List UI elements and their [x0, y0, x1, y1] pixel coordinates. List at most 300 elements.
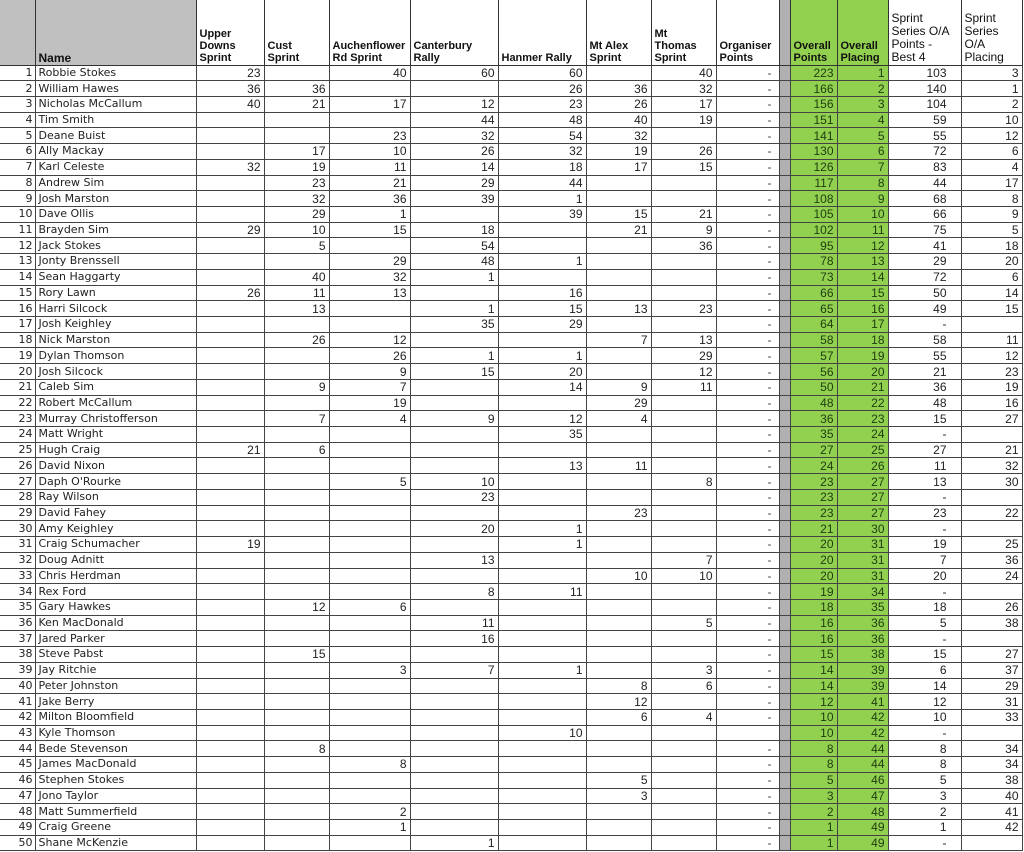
hanmer-rally-cell[interactable]	[498, 269, 586, 285]
overall-points-cell[interactable]: 8	[790, 757, 837, 773]
row-number[interactable]: 39	[0, 662, 35, 678]
auchenflower-cell[interactable]: 40	[329, 65, 410, 81]
upper-downs-sprint-cell[interactable]	[196, 379, 264, 395]
overall-points-cell[interactable]: 10	[790, 725, 837, 741]
overall-points-cell[interactable]: 50	[790, 379, 837, 395]
canterbury-rally-cell[interactable]: 1	[410, 301, 498, 317]
auchenflower-cell[interactable]: 11	[329, 159, 410, 175]
canterbury-rally-cell[interactable]: 48	[410, 254, 498, 270]
best4-points-cell[interactable]: 2	[888, 804, 961, 820]
mt-thomas-cell[interactable]: 11	[651, 379, 716, 395]
canterbury-rally-cell[interactable]: 16	[410, 631, 498, 647]
canterbury-rally-cell[interactable]	[410, 395, 498, 411]
overall-points-cell[interactable]: 102	[790, 222, 837, 238]
overall-placing-cell[interactable]: 26	[837, 458, 888, 474]
mt-alex-cell[interactable]	[586, 427, 651, 443]
oa-placing-cell[interactable]: 33	[961, 709, 1022, 725]
canterbury-rally-cell[interactable]	[410, 427, 498, 443]
overall-points-cell[interactable]: 126	[790, 159, 837, 175]
mt-thomas-cell[interactable]	[651, 128, 716, 144]
organiser-points-cell[interactable]: -	[716, 631, 779, 647]
mt-alex-cell[interactable]: 15	[586, 206, 651, 222]
overall-points-cell[interactable]: 117	[790, 175, 837, 191]
overall-points-cell[interactable]: 5	[790, 772, 837, 788]
driver-name[interactable]: Kyle Thomson	[35, 725, 196, 741]
organiser-points-cell[interactable]: -	[716, 128, 779, 144]
overall-placing-cell[interactable]: 27	[837, 489, 888, 505]
best4-points-cell[interactable]: -	[888, 489, 961, 505]
mt-thomas-cell[interactable]	[651, 458, 716, 474]
mt-alex-cell[interactable]: 7	[586, 332, 651, 348]
canterbury-rally-cell[interactable]	[410, 804, 498, 820]
overall-placing-cell[interactable]: 41	[837, 694, 888, 710]
oa-placing-cell[interactable]	[961, 317, 1022, 333]
overall-placing-cell[interactable]: 14	[837, 269, 888, 285]
auchenflower-cell[interactable]: 32	[329, 269, 410, 285]
overall-placing-cell[interactable]: 12	[837, 238, 888, 254]
auchenflower-cell[interactable]: 6	[329, 599, 410, 615]
oa-placing-cell[interactable]	[961, 521, 1022, 537]
row-number[interactable]: 15	[0, 285, 35, 301]
mt-thomas-cell[interactable]: 13	[651, 332, 716, 348]
mt-thomas-cell[interactable]	[651, 631, 716, 647]
hanmer-rally-cell[interactable]: 18	[498, 159, 586, 175]
cust-sprint-cell[interactable]	[264, 521, 329, 537]
best4-points-cell[interactable]: 14	[888, 678, 961, 694]
canterbury-rally-cell[interactable]	[410, 206, 498, 222]
mt-thomas-cell[interactable]	[651, 788, 716, 804]
cust-sprint-cell[interactable]: 21	[264, 96, 329, 112]
best4-points-cell[interactable]: 55	[888, 128, 961, 144]
oa-placing-cell[interactable]: 26	[961, 599, 1022, 615]
row-number[interactable]: 28	[0, 489, 35, 505]
hanmer-rally-cell[interactable]: 12	[498, 411, 586, 427]
best4-points-cell[interactable]: 27	[888, 442, 961, 458]
overall-placing-cell[interactable]: 39	[837, 662, 888, 678]
cust-sprint-cell[interactable]	[264, 348, 329, 364]
overall-points-cell[interactable]: 12	[790, 694, 837, 710]
oa-placing-cell[interactable]	[961, 489, 1022, 505]
hanmer-rally-cell[interactable]	[498, 599, 586, 615]
oa-placing-cell[interactable]: 31	[961, 694, 1022, 710]
upper-downs-sprint-cell[interactable]	[196, 332, 264, 348]
mt-alex-cell[interactable]: 23	[586, 505, 651, 521]
hanmer-rally-cell[interactable]	[498, 332, 586, 348]
best4-points-cell[interactable]: 140	[888, 81, 961, 97]
driver-name[interactable]: Craig Schumacher	[35, 537, 196, 553]
hanmer-rally-cell[interactable]: 13	[498, 458, 586, 474]
best4-points-cell[interactable]: 21	[888, 364, 961, 380]
canterbury-rally-cell[interactable]: 7	[410, 662, 498, 678]
upper-downs-sprint-cell[interactable]: 21	[196, 442, 264, 458]
overall-placing-cell[interactable]: 23	[837, 411, 888, 427]
cust-sprint-cell[interactable]: 13	[264, 301, 329, 317]
canterbury-rally-cell[interactable]: 32	[410, 128, 498, 144]
upper-downs-sprint-cell[interactable]	[196, 835, 264, 851]
canterbury-rally-cell[interactable]	[410, 332, 498, 348]
mt-alex-cell[interactable]	[586, 552, 651, 568]
best4-points-cell[interactable]: 5	[888, 615, 961, 631]
auchenflower-cell[interactable]	[329, 521, 410, 537]
row-number[interactable]: 18	[0, 332, 35, 348]
mt-alex-cell[interactable]	[586, 175, 651, 191]
organiser-points-cell[interactable]: -	[716, 678, 779, 694]
canterbury-rally-cell[interactable]: 12	[410, 96, 498, 112]
overall-points-cell[interactable]: 66	[790, 285, 837, 301]
mt-thomas-cell[interactable]	[651, 804, 716, 820]
oa-placing-cell[interactable]	[961, 631, 1022, 647]
auchenflower-cell[interactable]	[329, 81, 410, 97]
best4-points-cell[interactable]: 8	[888, 757, 961, 773]
hanmer-rally-cell[interactable]	[498, 694, 586, 710]
hanmer-rally-cell[interactable]: 48	[498, 112, 586, 128]
auchenflower-cell[interactable]	[329, 741, 410, 757]
organiser-points-cell[interactable]: -	[716, 379, 779, 395]
organiser-points-cell[interactable]: -	[716, 757, 779, 773]
hanmer-rally-cell[interactable]: 60	[498, 65, 586, 81]
overall-points-cell[interactable]: 27	[790, 442, 837, 458]
organiser-points-cell[interactable]: -	[716, 301, 779, 317]
mt-thomas-cell[interactable]: 19	[651, 112, 716, 128]
organiser-points-cell[interactable]: -	[716, 599, 779, 615]
row-number[interactable]: 47	[0, 788, 35, 804]
auchenflower-cell[interactable]: 2	[329, 804, 410, 820]
best4-points-cell[interactable]: 20	[888, 568, 961, 584]
row-number[interactable]: 2	[0, 81, 35, 97]
upper-downs-sprint-cell[interactable]	[196, 301, 264, 317]
organiser-points-cell[interactable]: -	[716, 238, 779, 254]
mt-thomas-cell[interactable]: 6	[651, 678, 716, 694]
overall-placing-cell[interactable]: 31	[837, 568, 888, 584]
auchenflower-cell[interactable]	[329, 772, 410, 788]
driver-name[interactable]: Josh Marston	[35, 191, 196, 207]
hanmer-rally-cell[interactable]: 54	[498, 128, 586, 144]
organiser-points-cell[interactable]: -	[716, 411, 779, 427]
hanmer-rally-cell[interactable]: 32	[498, 144, 586, 160]
overall-placing-cell[interactable]: 36	[837, 615, 888, 631]
cust-sprint-cell[interactable]	[264, 112, 329, 128]
oa-placing-cell[interactable]: 32	[961, 458, 1022, 474]
canterbury-rally-cell[interactable]	[410, 788, 498, 804]
driver-name[interactable]: Matt Summerfield	[35, 804, 196, 820]
best4-points-cell[interactable]: 6	[888, 662, 961, 678]
best4-points-cell[interactable]: 58	[888, 332, 961, 348]
cust-sprint-cell[interactable]: 40	[264, 269, 329, 285]
overall-placing-cell[interactable]: 1	[837, 65, 888, 81]
canterbury-rally-cell[interactable]: 9	[410, 411, 498, 427]
overall-points-cell[interactable]: 57	[790, 348, 837, 364]
overall-placing-cell[interactable]: 7	[837, 159, 888, 175]
hanmer-rally-cell[interactable]	[498, 757, 586, 773]
overall-placing-cell[interactable]: 4	[837, 112, 888, 128]
oa-placing-cell[interactable]: 36	[961, 552, 1022, 568]
row-number[interactable]: 31	[0, 537, 35, 553]
header-upper-downs-sprint[interactable]: Upper Downs Sprint	[196, 0, 264, 65]
hanmer-rally-cell[interactable]	[498, 442, 586, 458]
mt-thomas-cell[interactable]	[651, 442, 716, 458]
oa-placing-cell[interactable]: 1	[961, 81, 1022, 97]
driver-name[interactable]: Jonty Brenssell	[35, 254, 196, 270]
auchenflower-cell[interactable]	[329, 788, 410, 804]
overall-placing-cell[interactable]: 36	[837, 631, 888, 647]
cust-sprint-cell[interactable]	[264, 364, 329, 380]
overall-placing-cell[interactable]: 6	[837, 144, 888, 160]
oa-placing-cell[interactable]: 37	[961, 662, 1022, 678]
overall-placing-cell[interactable]: 46	[837, 772, 888, 788]
hanmer-rally-cell[interactable]: 26	[498, 81, 586, 97]
best4-points-cell[interactable]: -	[888, 584, 961, 600]
upper-downs-sprint-cell[interactable]	[196, 521, 264, 537]
canterbury-rally-cell[interactable]: 29	[410, 175, 498, 191]
header-mt-alex-sprint[interactable]: Mt Alex Sprint	[586, 0, 651, 65]
auchenflower-cell[interactable]	[329, 678, 410, 694]
mt-thomas-cell[interactable]	[651, 505, 716, 521]
auchenflower-cell[interactable]: 21	[329, 175, 410, 191]
driver-name[interactable]: Nick Marston	[35, 332, 196, 348]
overall-placing-cell[interactable]: 22	[837, 395, 888, 411]
row-number[interactable]: 38	[0, 647, 35, 663]
mt-alex-cell[interactable]	[586, 835, 651, 851]
mt-thomas-cell[interactable]: 23	[651, 301, 716, 317]
oa-placing-cell[interactable]: 11	[961, 332, 1022, 348]
hanmer-rally-cell[interactable]: 15	[498, 301, 586, 317]
overall-points-cell[interactable]: 58	[790, 332, 837, 348]
row-number[interactable]: 9	[0, 191, 35, 207]
driver-name[interactable]: Hugh Craig	[35, 442, 196, 458]
row-number[interactable]: 36	[0, 615, 35, 631]
overall-placing-cell[interactable]: 5	[837, 128, 888, 144]
organiser-points-cell[interactable]: -	[716, 395, 779, 411]
upper-downs-sprint-cell[interactable]	[196, 709, 264, 725]
auchenflower-cell[interactable]: 29	[329, 254, 410, 270]
canterbury-rally-cell[interactable]	[410, 285, 498, 301]
oa-placing-cell[interactable]: 38	[961, 615, 1022, 631]
canterbury-rally-cell[interactable]: 10	[410, 474, 498, 490]
cust-sprint-cell[interactable]: 7	[264, 411, 329, 427]
mt-alex-cell[interactable]: 8	[586, 678, 651, 694]
best4-points-cell[interactable]: -	[888, 521, 961, 537]
overall-points-cell[interactable]: 14	[790, 662, 837, 678]
overall-points-cell[interactable]: 8	[790, 741, 837, 757]
overall-points-cell[interactable]: 20	[790, 537, 837, 553]
cust-sprint-cell[interactable]: 10	[264, 222, 329, 238]
mt-thomas-cell[interactable]: 9	[651, 222, 716, 238]
driver-name[interactable]: Brayden Sim	[35, 222, 196, 238]
upper-downs-sprint-cell[interactable]	[196, 458, 264, 474]
overall-points-cell[interactable]: 35	[790, 427, 837, 443]
oa-placing-cell[interactable]: 21	[961, 442, 1022, 458]
hanmer-rally-cell[interactable]: 44	[498, 175, 586, 191]
overall-points-cell[interactable]: 2	[790, 804, 837, 820]
mt-alex-cell[interactable]	[586, 615, 651, 631]
overall-points-cell[interactable]: 64	[790, 317, 837, 333]
organiser-points-cell[interactable]: -	[716, 694, 779, 710]
overall-points-cell[interactable]: 20	[790, 552, 837, 568]
hanmer-rally-cell[interactable]	[498, 820, 586, 836]
upper-downs-sprint-cell[interactable]	[196, 757, 264, 773]
best4-points-cell[interactable]: 50	[888, 285, 961, 301]
row-number[interactable]: 37	[0, 631, 35, 647]
auchenflower-cell[interactable]: 7	[329, 379, 410, 395]
mt-thomas-cell[interactable]: 32	[651, 81, 716, 97]
upper-downs-sprint-cell[interactable]	[196, 694, 264, 710]
upper-downs-sprint-cell[interactable]	[196, 631, 264, 647]
upper-downs-sprint-cell[interactable]	[196, 395, 264, 411]
overall-points-cell[interactable]: 1	[790, 835, 837, 851]
best4-points-cell[interactable]: 15	[888, 647, 961, 663]
mt-alex-cell[interactable]	[586, 757, 651, 773]
overall-placing-cell[interactable]: 27	[837, 474, 888, 490]
auchenflower-cell[interactable]	[329, 631, 410, 647]
auchenflower-cell[interactable]	[329, 584, 410, 600]
oa-placing-cell[interactable]: 27	[961, 411, 1022, 427]
header-organiser-points[interactable]: Organiser Points	[716, 0, 779, 65]
auchenflower-cell[interactable]	[329, 489, 410, 505]
cust-sprint-cell[interactable]	[264, 804, 329, 820]
upper-downs-sprint-cell[interactable]: 19	[196, 537, 264, 553]
overall-placing-cell[interactable]: 21	[837, 379, 888, 395]
organiser-points-cell[interactable]: -	[716, 662, 779, 678]
canterbury-rally-cell[interactable]	[410, 772, 498, 788]
mt-alex-cell[interactable]	[586, 647, 651, 663]
row-number[interactable]: 5	[0, 128, 35, 144]
cust-sprint-cell[interactable]	[264, 458, 329, 474]
mt-thomas-cell[interactable]	[651, 757, 716, 773]
upper-downs-sprint-cell[interactable]	[196, 411, 264, 427]
hanmer-rally-cell[interactable]: 29	[498, 317, 586, 333]
canterbury-rally-cell[interactable]	[410, 81, 498, 97]
upper-downs-sprint-cell[interactable]	[196, 348, 264, 364]
organiser-points-cell[interactable]: -	[716, 489, 779, 505]
row-number[interactable]: 43	[0, 725, 35, 741]
best4-points-cell[interactable]: 72	[888, 144, 961, 160]
mt-thomas-cell[interactable]: 8	[651, 474, 716, 490]
canterbury-rally-cell[interactable]	[410, 741, 498, 757]
hanmer-rally-cell[interactable]	[498, 395, 586, 411]
canterbury-rally-cell[interactable]: 60	[410, 65, 498, 81]
upper-downs-sprint-cell[interactable]: 40	[196, 96, 264, 112]
overall-points-cell[interactable]: 130	[790, 144, 837, 160]
mt-thomas-cell[interactable]: 40	[651, 65, 716, 81]
driver-name[interactable]: Jared Parker	[35, 631, 196, 647]
row-number[interactable]: 17	[0, 317, 35, 333]
oa-placing-cell[interactable]	[961, 835, 1022, 851]
canterbury-rally-cell[interactable]	[410, 458, 498, 474]
oa-placing-cell[interactable]: 29	[961, 678, 1022, 694]
auchenflower-cell[interactable]: 5	[329, 474, 410, 490]
overall-points-cell[interactable]: 23	[790, 489, 837, 505]
upper-downs-sprint-cell[interactable]	[196, 741, 264, 757]
oa-placing-cell[interactable]: 12	[961, 348, 1022, 364]
driver-name[interactable]: David Nixon	[35, 458, 196, 474]
best4-points-cell[interactable]: -	[888, 725, 961, 741]
mt-thomas-cell[interactable]	[651, 411, 716, 427]
auchenflower-cell[interactable]: 17	[329, 96, 410, 112]
upper-downs-sprint-cell[interactable]	[196, 191, 264, 207]
row-number[interactable]: 48	[0, 804, 35, 820]
cust-sprint-cell[interactable]: 9	[264, 379, 329, 395]
mt-alex-cell[interactable]	[586, 285, 651, 301]
mt-thomas-cell[interactable]	[651, 489, 716, 505]
driver-name[interactable]: David Fahey	[35, 505, 196, 521]
cust-sprint-cell[interactable]	[264, 65, 329, 81]
upper-downs-sprint-cell[interactable]	[196, 206, 264, 222]
overall-points-cell[interactable]: 16	[790, 631, 837, 647]
mt-alex-cell[interactable]: 17	[586, 159, 651, 175]
overall-placing-cell[interactable]: 10	[837, 206, 888, 222]
overall-points-cell[interactable]: 3	[790, 788, 837, 804]
overall-placing-cell[interactable]: 24	[837, 427, 888, 443]
mt-alex-cell[interactable]	[586, 317, 651, 333]
upper-downs-sprint-cell[interactable]	[196, 112, 264, 128]
auchenflower-cell[interactable]: 36	[329, 191, 410, 207]
hanmer-rally-cell[interactable]	[498, 709, 586, 725]
oa-placing-cell[interactable]: 15	[961, 301, 1022, 317]
hanmer-rally-cell[interactable]: 39	[498, 206, 586, 222]
best4-points-cell[interactable]: 104	[888, 96, 961, 112]
row-number[interactable]: 4	[0, 112, 35, 128]
overall-points-cell[interactable]: 1	[790, 820, 837, 836]
hanmer-rally-cell[interactable]	[498, 615, 586, 631]
oa-placing-cell[interactable]	[961, 584, 1022, 600]
upper-downs-sprint-cell[interactable]: 36	[196, 81, 264, 97]
cust-sprint-cell[interactable]	[264, 584, 329, 600]
oa-placing-cell[interactable]: 5	[961, 222, 1022, 238]
upper-downs-sprint-cell[interactable]: 32	[196, 159, 264, 175]
overall-points-cell[interactable]: 15	[790, 647, 837, 663]
mt-thomas-cell[interactable]: 3	[651, 662, 716, 678]
upper-downs-sprint-cell[interactable]	[196, 238, 264, 254]
organiser-points-cell[interactable]: -	[716, 175, 779, 191]
best4-points-cell[interactable]: 36	[888, 379, 961, 395]
organiser-points-cell[interactable]	[716, 725, 779, 741]
mt-thomas-cell[interactable]	[651, 254, 716, 270]
overall-placing-cell[interactable]: 13	[837, 254, 888, 270]
overall-placing-cell[interactable]: 9	[837, 191, 888, 207]
cust-sprint-cell[interactable]	[264, 725, 329, 741]
hanmer-rally-cell[interactable]: 1	[498, 662, 586, 678]
driver-name[interactable]: Josh Silcock	[35, 364, 196, 380]
best4-points-cell[interactable]: 1	[888, 820, 961, 836]
driver-name[interactable]: Bede Stevenson	[35, 741, 196, 757]
cust-sprint-cell[interactable]: 32	[264, 191, 329, 207]
upper-downs-sprint-cell[interactable]	[196, 505, 264, 521]
upper-downs-sprint-cell[interactable]	[196, 317, 264, 333]
auchenflower-cell[interactable]	[329, 615, 410, 631]
mt-alex-cell[interactable]	[586, 725, 651, 741]
organiser-points-cell[interactable]: -	[716, 584, 779, 600]
auchenflower-cell[interactable]	[329, 835, 410, 851]
mt-thomas-cell[interactable]	[651, 741, 716, 757]
upper-downs-sprint-cell[interactable]	[196, 804, 264, 820]
overall-points-cell[interactable]: 21	[790, 521, 837, 537]
organiser-points-cell[interactable]: -	[716, 191, 779, 207]
organiser-points-cell[interactable]: -	[716, 458, 779, 474]
header-canterbury-rally[interactable]: Canterbury Rally	[410, 0, 498, 65]
overall-placing-cell[interactable]: 42	[837, 709, 888, 725]
upper-downs-sprint-cell[interactable]	[196, 269, 264, 285]
mt-thomas-cell[interactable]: 21	[651, 206, 716, 222]
organiser-points-cell[interactable]: -	[716, 820, 779, 836]
canterbury-rally-cell[interactable]: 8	[410, 584, 498, 600]
mt-alex-cell[interactable]	[586, 537, 651, 553]
auchenflower-cell[interactable]	[329, 552, 410, 568]
mt-thomas-cell[interactable]: 5	[651, 615, 716, 631]
oa-placing-cell[interactable]: 6	[961, 269, 1022, 285]
driver-name[interactable]: Ray Wilson	[35, 489, 196, 505]
organiser-points-cell[interactable]: -	[716, 96, 779, 112]
hanmer-rally-cell[interactable]	[498, 222, 586, 238]
